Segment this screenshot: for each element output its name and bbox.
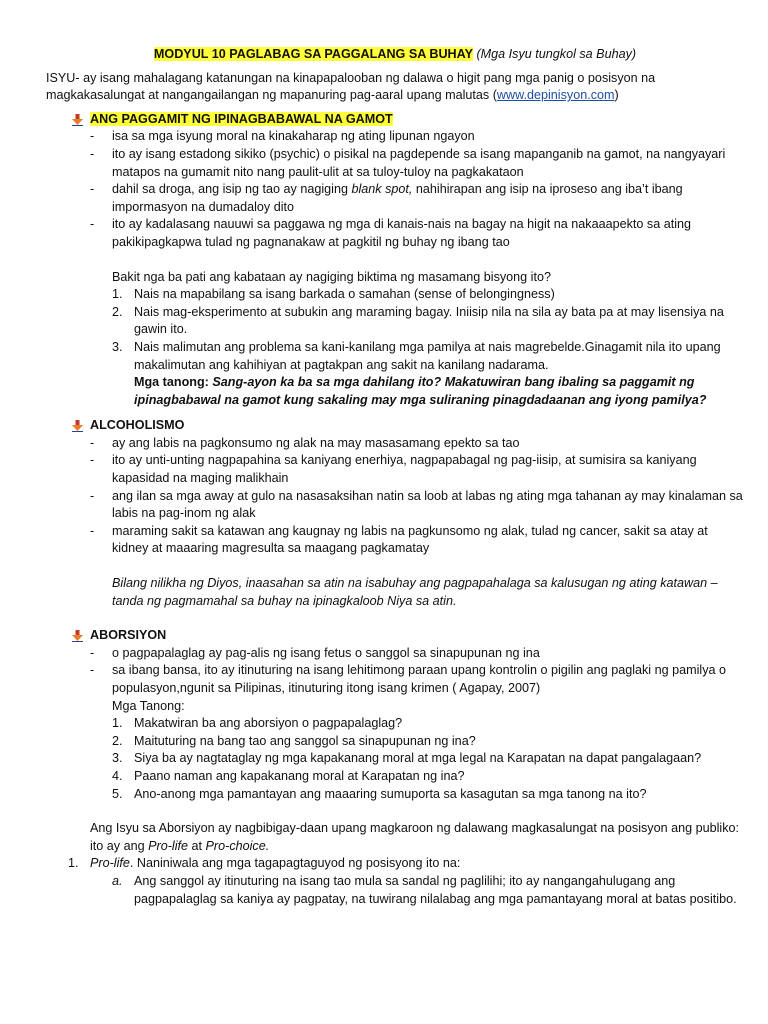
list-item: 3. Nais malimutan ang problema sa kani-kanilang mga pamilya at nais magrebelde.Ginagamit nila ito upang makalimutan ang kahihiyan at pagtakpan ang sakit na kanilang nadarama. xyxy=(112,339,721,372)
bullet-list xyxy=(46,435,744,558)
list-item: - maraming sakit sa katawan ang kaugnay ng labis na pagkunsomo ng alak, tulad ng cancer, sakit sa atay at kidney at maaaring magresulta sa maagang pagkamatay xyxy=(112,523,744,558)
questions-label: Mga Tanong: xyxy=(112,698,185,713)
list-item: a. Ang sanggol ay itinuturing na isang tao mula sa sandal ng paglilihi; ito ay nangangahulugang ang pagpapalaglag sa kaniya ay pagpatay, na tuwirang nilalabag ang mga pamantayang moral at batas positibo. xyxy=(112,873,737,906)
source-link[interactable]: www.depinisyon.com xyxy=(496,88,615,103)
quote-text: Bilang nilikha ng Diyos, inaasahan sa atin na isabuhay ang pagpapahalaga sa kalusugan ng ating katawan – tanda ng pagmamahal sa buhay na ipinagkaloob Niya sa atin. xyxy=(112,576,718,608)
list-item: - sa ibang bansa, ito ay itinuturing na isang lehitimong paraan upang kontrolin o pigilin ang paglaki ng pamilya o populasyon,ngunit sa Pilipinas, itinuturing itong isang krimen ( Agapay, 2007) Mga Tanong: xyxy=(112,662,744,715)
positions-list xyxy=(46,855,744,908)
questions-prompt: Mga tanong: Sang-ayon ka ba sa mga dahilang ito? Makatuwiran bang ibaling sa paggamit ng ipinagbabawal na gamot kung sakaling may mga suliraning pinagdadaanan ang iyong pamilya? xyxy=(134,375,707,407)
list-item: - ito ay isang estadong sikiko (psychic) o pisikal na pagdepende sa isang mapanganib na gamot, na nangyayari matapos na gumamit nito nang paulit-ulit at sa tuloy-tuloy na pagkakataon xyxy=(112,146,744,181)
down-arrow-icon xyxy=(72,630,83,642)
section-heading: ALCOHOLISMO xyxy=(46,417,744,435)
intro-paragraph: ISYU- ay isang mahalagang katanungan na kinapapalooban ng dalawa o higit pang mga panig o posisyon na magkakasalungat at nangangailangan ng mapanuring pag-aaral upang malutas (www.depinisyon.com) xyxy=(46,70,656,103)
list-item: 2. Maituturing na bang tao ang sanggol sa sinapupunan ng ina? xyxy=(112,733,476,748)
list-item: 5. Ano-anong mga pamantayan ang maaaring sumuporta sa kasagutan sa mga tanong na ito? xyxy=(112,786,647,801)
down-arrow-icon xyxy=(72,420,83,432)
down-arrow-icon xyxy=(72,114,83,126)
sub-list xyxy=(90,873,744,908)
list-item: - ito ay kadalasang nauuwi sa paggawa ng mga di kanais-nais na bagay na higit na nakaaapekto sa ating pakikipagkapwa tulad ng pagnanakaw at pagkitil ng buhay ng ibang tao xyxy=(112,216,744,251)
bullet-list xyxy=(46,128,744,251)
title-main: MODYUL 10 PAGLABAG SA PAGGALANG SA BUHAY xyxy=(153,47,473,61)
list-item: 1. Nais na mapabilang sa isang barkada o samahan (sense of belongingness) xyxy=(112,287,555,302)
section-alcoholism xyxy=(46,417,744,610)
title-sub: (Mga Isyu tungkol sa Buhay) xyxy=(476,47,637,61)
question-text: Bakit nga ba pati ang kabataan ay nagiging biktima ng masamang bisyong ito? xyxy=(112,269,551,284)
bullet-list xyxy=(46,645,744,715)
list-item: 3. Siya ba ay nagtataglay ng mga kapakanang moral at mga legal na Karapatan na dapat pangalagaan? xyxy=(112,751,702,766)
numbered-list xyxy=(46,286,744,374)
list-item: - dahil sa droga, ang isip ng tao ay nagiging blank spot, nahihirapan ang isip na iproseso ang iba’t ibang impormasyon na dumadaloy dito xyxy=(112,181,744,216)
list-item: - ito ay unti-unting nagpapahina sa kaniyang enerhiya, nagpapabagal ng pag-iisip, at sumisira sa kaniyang kapasidad na maging malikhain xyxy=(112,452,744,487)
section-drugs xyxy=(46,111,744,410)
list-item: - ang ilan sa mga away at gulo na nasasaksihan natin sa loob at labas ng ating mga tahanan ay may kinalaman sa labis na pag-inom ng alak xyxy=(112,488,744,523)
page-title xyxy=(46,46,744,64)
section-heading: ANG PAGGAMIT NG IPINAGBABAWAL NA GAMOT xyxy=(46,111,744,129)
list-item: - isa sa mga isyung moral na kinakaharap ng ating lipunan ngayon xyxy=(112,128,744,146)
section-heading: ABORSIYON xyxy=(46,627,744,645)
list-item: 2. Nais mag-eksperimento at subukin ang maraming bagay. Iniisip nila na sila ay bata pa at may lisensiya na gawin ito. xyxy=(112,304,724,337)
list-item: 1. Makatwiran ba ang aborsiyon o pagpapalaglag? xyxy=(112,716,403,731)
list-item: 1. Pro-life. Naniniwala ang mga tagapagtaguyod ng posisyong ito na: a. Ang sanggol ay itinuturing na isang tao mula sa sandal ng paglilihi; ito ay nangangahulugang ang pagpapalaglag sa kaniya ay pagpatay, na tuwirang nilalabag ang mga pamantayang moral at batas positibo. xyxy=(90,855,744,908)
list-item: - o pagpapalaglag ay pag-alis ng isang fetus o sanggol sa sinapupunan ng ina xyxy=(112,645,744,663)
section-abortion xyxy=(46,627,744,908)
list-item: 4. Paano naman ang kapakanang moral at Karapatan ng ina? xyxy=(112,768,465,783)
numbered-list xyxy=(46,715,744,803)
list-item: - ay ang labis na pagkonsumo ng alak na may masasamang epekto sa tao xyxy=(112,435,744,453)
positions-paragraph: Ang Isyu sa Aborsiyon ay nagbibigay-daan upang magkaroon ng dalawang magkasalungat na posisyon ang publiko: ito ay ang Pro-life at Pro-choice. xyxy=(90,821,740,853)
